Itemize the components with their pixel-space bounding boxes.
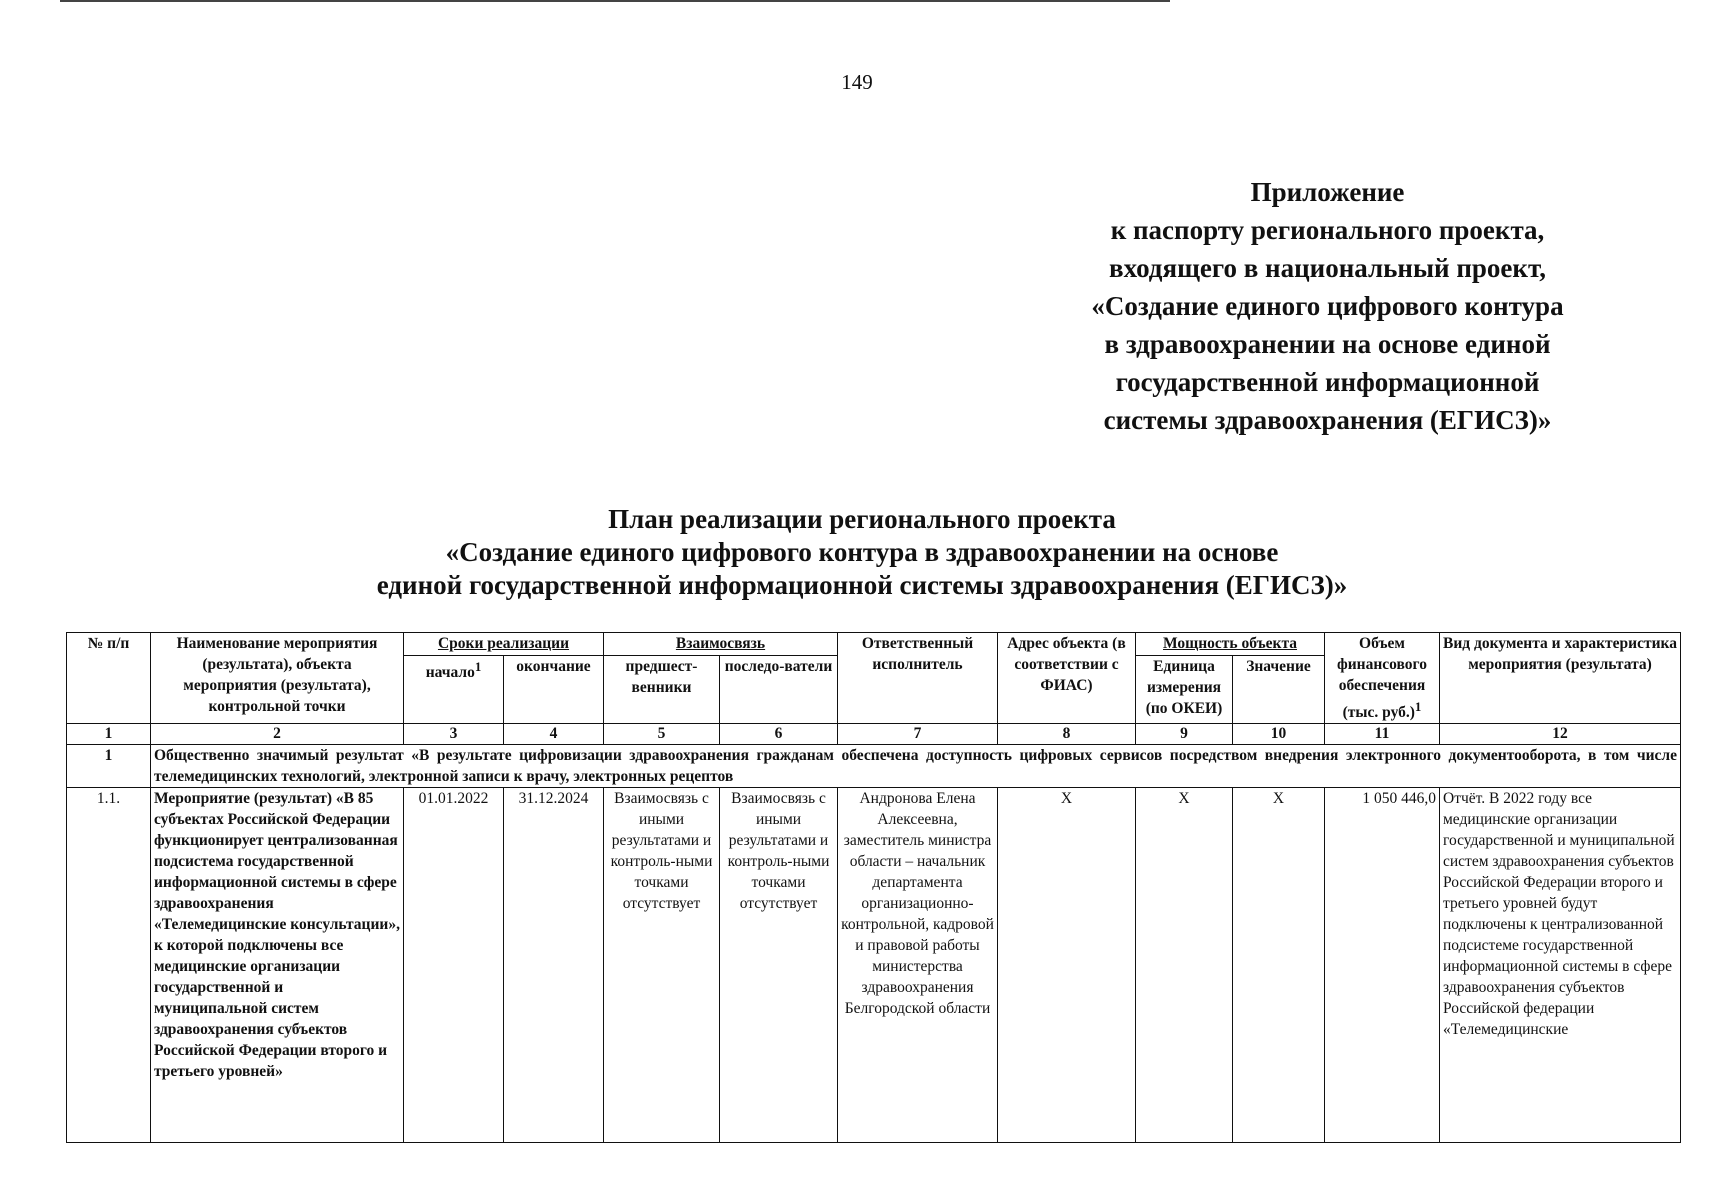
section-text: Общественно значимый результат «В результате цифровизации здравоохранения гражданам обеспечена доступность цифровых сервисов посредством внедрения электронного документооборота, в том числе телемедицинских технологий, электронной записи к врачу, электронных рецептов [151, 745, 1681, 788]
row-value: X [1233, 788, 1325, 1143]
plan-title [240, 503, 1484, 602]
header-finance-label: Объем финансового обеспечения (тыс. руб.) [1337, 635, 1427, 722]
header-capacity-label: Мощность объекта [1162, 635, 1298, 652]
header-value: Значение [1233, 656, 1325, 724]
column-number-row [67, 724, 1681, 745]
row-unit: X [1136, 788, 1233, 1143]
appendix-heading [1085, 173, 1570, 439]
header-doc: Вид документа и характеристика мероприятия (результата) [1440, 633, 1681, 724]
header-num: № п/п [67, 633, 151, 724]
row-responsible: Андронова Елена Алексеевна, заместитель министра области – начальник департамента организационно-контрольной, кадровой и правовой работы министерства здравоохранения Белгородской области [838, 788, 998, 1143]
plan-title-line: План реализации регионального проекта [608, 504, 1116, 534]
header-finance [1325, 633, 1440, 724]
header-responsible: Ответственный исполнитель [838, 633, 998, 724]
header-start [404, 656, 504, 724]
plan-table [66, 632, 1681, 1143]
header-name: Наименование мероприятия (результата), объекта мероприятия (результата), контрольной точки [151, 633, 404, 724]
row-start: 01.01.2022 [404, 788, 504, 1143]
row-address: X [998, 788, 1136, 1143]
table-header-row [67, 633, 1681, 656]
column-number: 9 [1136, 724, 1233, 745]
header-address: Адрес объекта (в соответствии с ФИАС) [998, 633, 1136, 724]
header-start-footnote: 1 [474, 659, 482, 675]
column-number: 11 [1325, 724, 1440, 745]
header-successors: последо-ватели [720, 656, 838, 724]
appendix-line: Приложение [1250, 177, 1405, 207]
column-number: 4 [504, 724, 604, 745]
appendix-line: государственной информационной [1115, 367, 1540, 397]
header-start-label: начало [425, 664, 475, 682]
column-number: 6 [720, 724, 838, 745]
row-successors: Взаимосвязь с иными результатами и контроль-ными точками отсутствует [720, 788, 838, 1143]
header-link [604, 633, 838, 656]
column-number: 12 [1440, 724, 1681, 745]
appendix-line: к паспорту регионального проекта, [1110, 215, 1545, 245]
section-row [67, 745, 1681, 788]
column-number: 1 [67, 724, 151, 745]
header-finance-footnote: 1 [1414, 699, 1422, 714]
column-number: 2 [151, 724, 404, 745]
header-link-label: Взаимосвязь [675, 635, 766, 652]
table-row [67, 788, 1681, 1143]
page-number: 149 [841, 70, 873, 94]
plan-title-line: единой государственной информационной системы здравоохранения (ЕГИСЗ)» [376, 570, 1348, 600]
header-terms [404, 633, 604, 656]
column-number: 10 [1233, 724, 1325, 745]
header-unit: Единица измерения (по ОКЕИ) [1136, 656, 1233, 724]
column-number: 7 [838, 724, 998, 745]
header-capacity [1136, 633, 1325, 656]
column-number: 3 [404, 724, 504, 745]
row-name: Мероприятие (результат) «В 85 субъектах Российской Федерации функционирует централизованная подсистема государственной информационной системы в сфере здравоохранения «Телемедицинские консультации», к которой подключены все медицинские организации государственной и муниципальной систем здравоохранения субъектов Российской Федерации второго и третьего уровней» [151, 788, 404, 1143]
appendix-line: входящего в национальный проект, [1109, 253, 1546, 283]
top-scan-line [60, 0, 1170, 2]
appendix-line: в здравоохранении на основе единой [1104, 329, 1551, 359]
row-num: 1.1. [67, 788, 151, 1143]
header-predecessors: предшест-венники [604, 656, 720, 724]
header-terms-label: Сроки реализации [437, 635, 570, 652]
column-number: 5 [604, 724, 720, 745]
header-end: окончание [504, 656, 604, 724]
appendix-line: «Создание единого цифрового контура [1091, 291, 1564, 321]
row-finance: 1 050 446,0 [1325, 788, 1440, 1143]
appendix-line: системы здравоохранения (ЕГИСЗ)» [1103, 405, 1552, 435]
row-predecessors: Взаимосвязь с иными результатами и контроль-ными точками отсутствует [604, 788, 720, 1143]
plan-title-line: «Создание единого цифрового контура в здравоохранении на основе [445, 537, 1279, 567]
row-end: 31.12.2024 [504, 788, 604, 1143]
section-num: 1 [67, 745, 151, 788]
column-number: 8 [998, 724, 1136, 745]
row-doc: Отчёт. В 2022 году все медицинские организации государственной и муниципальной систем здравоохранения субъектов Российской Федерации второго и третьего уровней будут подключены к централизованной подсистеме государственной информационной системы в сфере здравоохранения субъектов Российской федерации «Телемедицинские [1440, 788, 1681, 1143]
